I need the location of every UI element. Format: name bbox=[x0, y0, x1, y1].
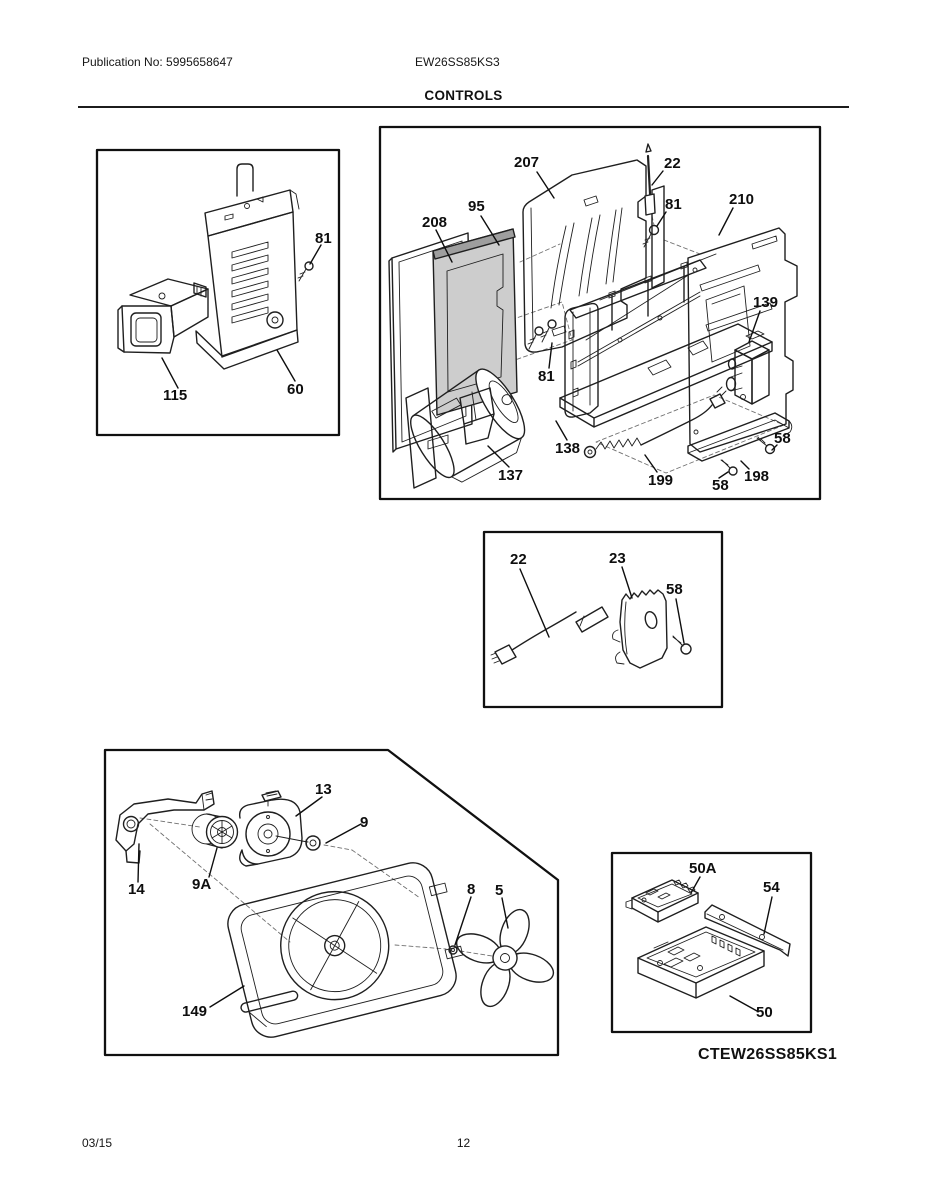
part-9-nut bbox=[306, 836, 320, 850]
part-207-vented-cover bbox=[523, 160, 664, 352]
part-210-mounting-plate bbox=[688, 228, 797, 452]
screw-58-sensor bbox=[673, 636, 691, 654]
part-22-sensor-probe bbox=[491, 607, 608, 664]
part-13-fan-motor bbox=[240, 791, 308, 866]
part-50-control-box bbox=[638, 927, 764, 998]
part-label-22: 22 bbox=[664, 155, 681, 172]
part-label-58-right: 58 bbox=[774, 430, 791, 447]
page-title: CONTROLS bbox=[424, 88, 503, 103]
part-label-13: 13 bbox=[315, 781, 332, 798]
part-label-210: 210 bbox=[729, 191, 755, 208]
leader-lines-sensor bbox=[520, 567, 684, 643]
sub-model-caption: CTEW26SS85KS1 bbox=[698, 1046, 838, 1063]
part-label-9a: 9A bbox=[192, 876, 212, 893]
leader-lines-box bbox=[691, 877, 772, 1011]
part-54-bracket-strip bbox=[705, 905, 790, 956]
part-label-9: 9 bbox=[360, 814, 369, 831]
part-label-95: 95 bbox=[468, 198, 485, 215]
part-label-199: 199 bbox=[648, 472, 674, 489]
part-label-81: 81 bbox=[315, 230, 332, 247]
footer-page-number: 12 bbox=[456, 1136, 471, 1150]
part-label-138: 138 bbox=[555, 440, 581, 457]
screw-81-housing bbox=[298, 262, 313, 281]
model-number: EW26SS85KS3 bbox=[415, 55, 500, 69]
part-label-14: 14 bbox=[128, 881, 145, 898]
part-label-115: 115 bbox=[163, 387, 188, 404]
part-label-50: 50 bbox=[756, 1004, 773, 1021]
part-149-fan-shroud bbox=[217, 856, 471, 1043]
part-label-58-bottom: 58 bbox=[712, 477, 729, 494]
control-chassis bbox=[560, 254, 772, 427]
part-label-50a: 50A bbox=[689, 860, 717, 877]
part-label-198: 198 bbox=[744, 468, 770, 485]
part-label-81-top: 81 bbox=[665, 196, 682, 213]
part-label-23: 23 bbox=[609, 550, 626, 567]
part-label-137: 137 bbox=[498, 467, 524, 484]
panel-box-border bbox=[612, 853, 811, 1032]
part-115-switch bbox=[118, 279, 208, 353]
part-label-5: 5 bbox=[495, 882, 504, 899]
part-9a-coupling bbox=[192, 814, 238, 848]
part-label-58-sensor: 58 bbox=[666, 581, 683, 598]
guide-dashes-main bbox=[505, 216, 784, 473]
part-label-8: 8 bbox=[467, 881, 476, 898]
part-label-207: 207 bbox=[514, 154, 540, 171]
publication-number: Publication No: 5995658647 bbox=[82, 55, 233, 69]
part-50a-board-tray bbox=[626, 880, 698, 922]
part-23-sensor-cover bbox=[613, 590, 667, 668]
part-label-149: 149 bbox=[182, 1003, 208, 1020]
part-label-54: 54 bbox=[763, 879, 780, 896]
part-label-139: 139 bbox=[753, 294, 779, 311]
part-label-60: 60 bbox=[287, 381, 304, 398]
part-label-81-mid: 81 bbox=[538, 368, 555, 385]
part-label-22-sensor: 22 bbox=[510, 551, 527, 568]
part-60-louvered-cover bbox=[196, 164, 299, 369]
leader-lines-fan bbox=[138, 797, 508, 1007]
footer-date: 03/15 bbox=[82, 1136, 113, 1150]
part-label-208: 208 bbox=[422, 214, 448, 231]
